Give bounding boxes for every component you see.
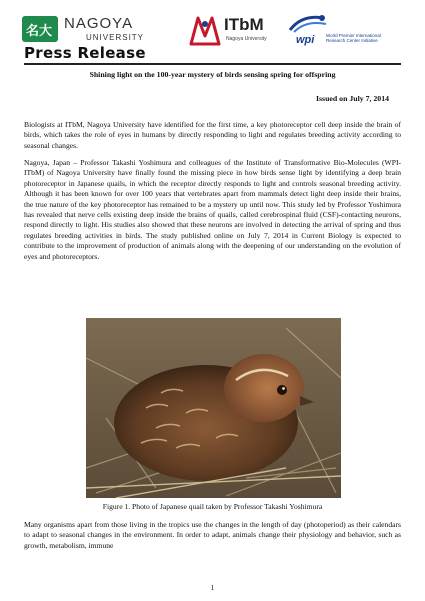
nagoya-name: NAGOYA [64, 15, 134, 32]
page-number: 1 [210, 583, 215, 592]
wpi-swoosh-icon [288, 12, 328, 36]
figure-caption: Figure 1. Photo of Japanese quail taken by Professor Takashi Yoshimura [102, 502, 323, 511]
title-rule [24, 63, 401, 65]
press-release-banner [24, 44, 401, 65]
nagoya-badge-text: 名大 [26, 24, 53, 39]
article-headline: Shining light on the 100-year mystery of birds sensing spring for offspring [89, 70, 336, 79]
itbm-mark-icon [188, 14, 222, 48]
body-paragraph: Many organisms apart from those living in the tropics use the changes in the length of day (photoperiod) as their calendars to adapt to seasonal changes in the environment. In order to adapt, animals change their physiology and behavior, such as growth, metabolism, immune [24, 520, 401, 550]
wpi-subtitle: World Premier International Research Center Initiative [326, 33, 381, 43]
main-paragraph: Nagoya, Japan – Professor Takashi Yoshimura and colleagues of the Institute of Transformative Bio-Molecules (WPI-ITbM) of Nagoya University have finally found the missing piece in how birds sense light by identifying a deep brain photoreceptor in Japanese quails, in which the receptor directly responds to light and controls seasonal breeding activity. Although it has been known for over 100 years that vertebrates apart from mammals detect light deep inside their brains, the true nature of the key photoreceptor has remained to be a mystery up until now. This study led by Professor Yoshimura has revealed that nerve cells existing deep inside the brains of quails, called cerebrospinal fluid (CSF)-contacting neurons, respond directly to light. His studies also showed that these neurons are involved in detecting the arrival of spring and thus regulates breeding activities in birds. The study published online on July 7, 2014 in Current Biology is expected to contribute to the improvement of production of animals along with the deepening of our understanding on the evolution of eyes and photoreceptors. [24, 158, 401, 261]
issued-date: Issued on July 7, 2014 [315, 94, 389, 103]
quail-image-icon [86, 318, 341, 498]
wpi-name: wpi [296, 34, 315, 46]
summary-paragraph: Biologists at ITbM, Nagoya University have identified for the first time, a key photoreceptor cell deep inside the brain of birds, which takes the role of eyes in humans by directly responding to light and regulates breeding activity according to seasonal changes. [24, 120, 401, 150]
press-release-title: Press Release [24, 44, 146, 62]
quail-photo [86, 318, 341, 498]
nagoya-university-label: UNIVERSITY [86, 33, 145, 42]
itbm-subtitle: Nagoya University [226, 36, 267, 42]
nagoya-badge [22, 16, 58, 42]
itbm-name: ITbM [224, 15, 264, 34]
